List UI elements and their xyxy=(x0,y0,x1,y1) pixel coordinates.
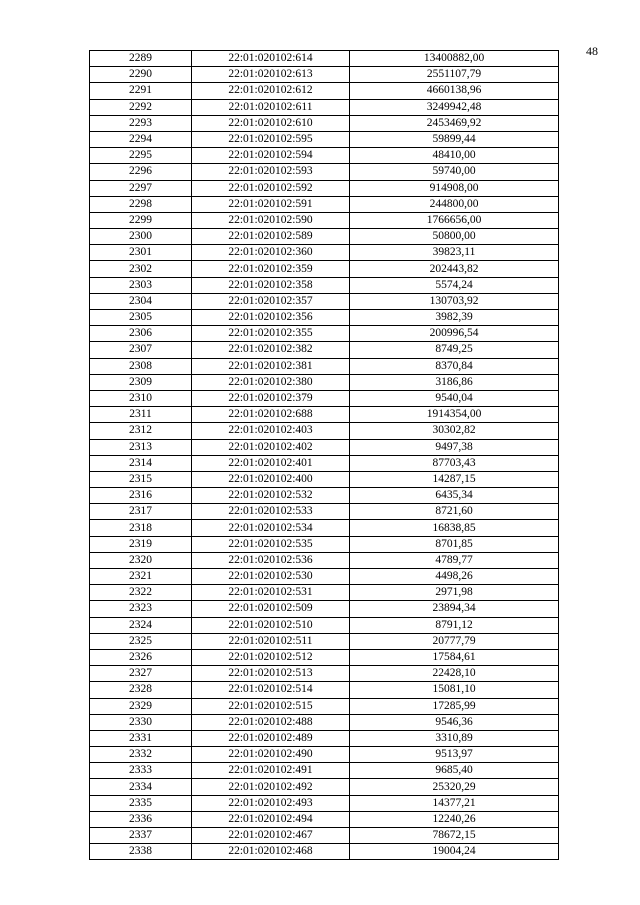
cadastral-value-cell: 244800,00 xyxy=(350,196,559,212)
table-row xyxy=(90,342,559,358)
table-row xyxy=(90,536,559,552)
row-number-cell: 2325 xyxy=(90,633,192,649)
table-row xyxy=(90,51,559,67)
row-number-cell: 2323 xyxy=(90,601,192,617)
row-number-cell: 2334 xyxy=(90,779,192,795)
row-number-cell: 2298 xyxy=(90,196,192,212)
page-number: 48 xyxy=(586,44,598,58)
cadastral-value-cell: 87703,43 xyxy=(350,455,559,471)
table-row xyxy=(90,180,559,196)
row-number-cell: 2322 xyxy=(90,585,192,601)
cadastral-number-cell: 22:01:020102:379 xyxy=(192,390,350,406)
cadastral-number-cell: 22:01:020102:513 xyxy=(192,666,350,682)
row-number-cell: 2318 xyxy=(90,520,192,536)
cadastral-number-cell: 22:01:020102:357 xyxy=(192,293,350,309)
table-row xyxy=(90,423,559,439)
table-row xyxy=(90,552,559,568)
cadastral-value-cell: 2551107,79 xyxy=(350,67,559,83)
table-row xyxy=(90,229,559,245)
cadastral-value-cell: 9513,97 xyxy=(350,747,559,763)
cadastral-value-cell: 9497,38 xyxy=(350,439,559,455)
table-row xyxy=(90,164,559,180)
cadastral-value-cell: 50800,00 xyxy=(350,229,559,245)
table-row xyxy=(90,374,559,390)
table-row xyxy=(90,261,559,277)
cadastral-number-cell: 22:01:020102:380 xyxy=(192,374,350,390)
cadastral-value-cell: 3982,39 xyxy=(350,310,559,326)
cadastral-value-cell: 1766656,00 xyxy=(350,212,559,228)
cadastral-value-cell: 17584,61 xyxy=(350,649,559,665)
cadastral-number-cell: 22:01:020102:402 xyxy=(192,439,350,455)
cadastral-number-cell: 22:01:020102:514 xyxy=(192,682,350,698)
cadastral-number-cell: 22:01:020102:488 xyxy=(192,714,350,730)
row-number-cell: 2309 xyxy=(90,374,192,390)
table-row xyxy=(90,504,559,520)
cadastral-value-cell: 14377,21 xyxy=(350,795,559,811)
cadastral-value-cell: 13400882,00 xyxy=(350,51,559,67)
cadastral-value-cell: 8721,60 xyxy=(350,504,559,520)
row-number-cell: 2313 xyxy=(90,439,192,455)
table-row xyxy=(90,682,559,698)
row-number-cell: 2289 xyxy=(90,51,192,67)
cadastral-value-cell: 15081,10 xyxy=(350,682,559,698)
cadastral-value-cell: 5574,24 xyxy=(350,277,559,293)
cadastral-number-cell: 22:01:020102:492 xyxy=(192,779,350,795)
cadastral-value-cell: 14287,15 xyxy=(350,471,559,487)
cadastral-number-cell: 22:01:020102:510 xyxy=(192,617,350,633)
table-row xyxy=(90,617,559,633)
cadastral-number-cell: 22:01:020102:360 xyxy=(192,245,350,261)
row-number-cell: 2333 xyxy=(90,763,192,779)
row-number-cell: 2312 xyxy=(90,423,192,439)
cadastral-number-cell: 22:01:020102:512 xyxy=(192,649,350,665)
cadastral-number-cell: 22:01:020102:535 xyxy=(192,536,350,552)
row-number-cell: 2336 xyxy=(90,811,192,827)
cadastral-number-cell: 22:01:020102:493 xyxy=(192,795,350,811)
table-row xyxy=(90,730,559,746)
cadastral-number-cell: 22:01:020102:401 xyxy=(192,455,350,471)
table-row xyxy=(90,633,559,649)
cadastral-number-cell: 22:01:020102:491 xyxy=(192,763,350,779)
cadastral-value-cell: 3249942,48 xyxy=(350,99,559,115)
cadastral-number-cell: 22:01:020102:612 xyxy=(192,83,350,99)
cadastral-number-cell: 22:01:020102:358 xyxy=(192,277,350,293)
row-number-cell: 2338 xyxy=(90,844,192,860)
table-row xyxy=(90,67,559,83)
table-row xyxy=(90,131,559,147)
row-number-cell: 2320 xyxy=(90,552,192,568)
table-row xyxy=(90,763,559,779)
cadastral-value-cell: 9540,04 xyxy=(350,390,559,406)
cadastral-value-cell: 130703,92 xyxy=(350,293,559,309)
cadastral-number-cell: 22:01:020102:536 xyxy=(192,552,350,568)
cadastral-number-cell: 22:01:020102:591 xyxy=(192,196,350,212)
cadastral-number-cell: 22:01:020102:515 xyxy=(192,698,350,714)
cadastral-value-cell: 914908,00 xyxy=(350,180,559,196)
cadastral-value-cell: 4660138,96 xyxy=(350,83,559,99)
row-number-cell: 2306 xyxy=(90,326,192,342)
cadastral-value-cell: 20777,79 xyxy=(350,633,559,649)
row-number-cell: 2291 xyxy=(90,83,192,99)
row-number-cell: 2293 xyxy=(90,115,192,131)
cadastral-value-cell: 59899,44 xyxy=(350,131,559,147)
row-number-cell: 2332 xyxy=(90,747,192,763)
cadastral-number-cell: 22:01:020102:467 xyxy=(192,828,350,844)
cadastral-value-cell: 6435,34 xyxy=(350,488,559,504)
cadastral-number-cell: 22:01:020102:613 xyxy=(192,67,350,83)
table-row xyxy=(90,471,559,487)
cadastral-value-cell: 9546,36 xyxy=(350,714,559,730)
cadastral-value-cell: 78672,15 xyxy=(350,828,559,844)
row-number-cell: 2314 xyxy=(90,455,192,471)
cadastral-number-cell: 22:01:020102:534 xyxy=(192,520,350,536)
row-number-cell: 2303 xyxy=(90,277,192,293)
table-row xyxy=(90,196,559,212)
cadastral-value-cell: 8791,12 xyxy=(350,617,559,633)
row-number-cell: 2305 xyxy=(90,310,192,326)
row-number-cell: 2290 xyxy=(90,67,192,83)
cadastral-value-cell: 12240,26 xyxy=(350,811,559,827)
row-number-cell: 2295 xyxy=(90,148,192,164)
cadastral-value-cell: 19004,24 xyxy=(350,844,559,860)
cadastral-value-cell: 39823,11 xyxy=(350,245,559,261)
table-row xyxy=(90,779,559,795)
row-number-cell: 2324 xyxy=(90,617,192,633)
table-row xyxy=(90,245,559,261)
table-row xyxy=(90,844,559,860)
cadastral-value-cell: 2971,98 xyxy=(350,585,559,601)
cadastral-number-cell: 22:01:020102:614 xyxy=(192,51,350,67)
table-row xyxy=(90,585,559,601)
cadastral-number-cell: 22:01:020102:511 xyxy=(192,633,350,649)
table-row xyxy=(90,358,559,374)
table-row xyxy=(90,666,559,682)
cadastral-value-cell: 17285,99 xyxy=(350,698,559,714)
table-row xyxy=(90,99,559,115)
row-number-cell: 2302 xyxy=(90,261,192,277)
table-row xyxy=(90,747,559,763)
cadastral-number-cell: 22:01:020102:509 xyxy=(192,601,350,617)
cadastral-number-cell: 22:01:020102:611 xyxy=(192,99,350,115)
cadastral-number-cell: 22:01:020102:531 xyxy=(192,585,350,601)
row-number-cell: 2310 xyxy=(90,390,192,406)
row-number-cell: 2308 xyxy=(90,358,192,374)
cadastral-number-cell: 22:01:020102:530 xyxy=(192,569,350,585)
table-row xyxy=(90,455,559,471)
cadastral-number-cell: 22:01:020102:589 xyxy=(192,229,350,245)
table-row xyxy=(90,326,559,342)
table-row xyxy=(90,795,559,811)
row-number-cell: 2315 xyxy=(90,471,192,487)
row-number-cell: 2307 xyxy=(90,342,192,358)
cadastral-value-cell: 59740,00 xyxy=(350,164,559,180)
row-number-cell: 2335 xyxy=(90,795,192,811)
table-row xyxy=(90,649,559,665)
table-row xyxy=(90,115,559,131)
cadastral-value-cell: 1914354,00 xyxy=(350,407,559,423)
table-row xyxy=(90,83,559,99)
cadastral-number-cell: 22:01:020102:400 xyxy=(192,471,350,487)
table-row xyxy=(90,520,559,536)
cadastral-number-cell: 22:01:020102:688 xyxy=(192,407,350,423)
row-number-cell: 2327 xyxy=(90,666,192,682)
table-row xyxy=(90,601,559,617)
cadastral-value-cell: 30302,82 xyxy=(350,423,559,439)
row-number-cell: 2301 xyxy=(90,245,192,261)
row-number-cell: 2294 xyxy=(90,131,192,147)
row-number-cell: 2311 xyxy=(90,407,192,423)
row-number-cell: 2304 xyxy=(90,293,192,309)
table-row xyxy=(90,714,559,730)
cadastral-number-cell: 22:01:020102:533 xyxy=(192,504,350,520)
cadastral-number-cell: 22:01:020102:381 xyxy=(192,358,350,374)
cadastral-number-cell: 22:01:020102:382 xyxy=(192,342,350,358)
cadastral-value-cell: 200996,54 xyxy=(350,326,559,342)
cadastral-value-cell: 23894,34 xyxy=(350,601,559,617)
cadastral-value-cell: 3310,89 xyxy=(350,730,559,746)
cadastral-number-cell: 22:01:020102:489 xyxy=(192,730,350,746)
table-row xyxy=(90,212,559,228)
row-number-cell: 2326 xyxy=(90,649,192,665)
cadastral-value-cell: 9685,40 xyxy=(350,763,559,779)
table-row xyxy=(90,698,559,714)
row-number-cell: 2328 xyxy=(90,682,192,698)
cadastral-number-cell: 22:01:020102:403 xyxy=(192,423,350,439)
row-number-cell: 2296 xyxy=(90,164,192,180)
row-number-cell: 2292 xyxy=(90,99,192,115)
cadastral-value-cell: 4498,26 xyxy=(350,569,559,585)
row-number-cell: 2297 xyxy=(90,180,192,196)
cadastral-number-cell: 22:01:020102:594 xyxy=(192,148,350,164)
row-number-cell: 2319 xyxy=(90,536,192,552)
row-number-cell: 2316 xyxy=(90,488,192,504)
cadastral-number-cell: 22:01:020102:490 xyxy=(192,747,350,763)
row-number-cell: 2331 xyxy=(90,730,192,746)
cadastral-number-cell: 22:01:020102:595 xyxy=(192,131,350,147)
table-row xyxy=(90,390,559,406)
table-row xyxy=(90,569,559,585)
cadastral-number-cell: 22:01:020102:592 xyxy=(192,180,350,196)
row-number-cell: 2330 xyxy=(90,714,192,730)
cadastral-number-cell: 22:01:020102:494 xyxy=(192,811,350,827)
table-row xyxy=(90,293,559,309)
row-number-cell: 2337 xyxy=(90,828,192,844)
cadastral-value-table xyxy=(89,50,559,860)
table-row xyxy=(90,310,559,326)
cadastral-value-cell: 48410,00 xyxy=(350,148,559,164)
cadastral-number-cell: 22:01:020102:590 xyxy=(192,212,350,228)
table-body xyxy=(90,51,559,860)
cadastral-value-cell: 3186,86 xyxy=(350,374,559,390)
table-row xyxy=(90,277,559,293)
cadastral-number-cell: 22:01:020102:356 xyxy=(192,310,350,326)
table-row xyxy=(90,439,559,455)
cadastral-number-cell: 22:01:020102:359 xyxy=(192,261,350,277)
table-row xyxy=(90,811,559,827)
cadastral-value-cell: 22428,10 xyxy=(350,666,559,682)
cadastral-value-cell: 25320,29 xyxy=(350,779,559,795)
row-number-cell: 2317 xyxy=(90,504,192,520)
row-number-cell: 2321 xyxy=(90,569,192,585)
cadastral-value-cell: 8701,85 xyxy=(350,536,559,552)
cadastral-value-cell: 8749,25 xyxy=(350,342,559,358)
cadastral-number-cell: 22:01:020102:468 xyxy=(192,844,350,860)
row-number-cell: 2329 xyxy=(90,698,192,714)
cadastral-value-cell: 4789,77 xyxy=(350,552,559,568)
table-row xyxy=(90,488,559,504)
cadastral-value-cell: 202443,82 xyxy=(350,261,559,277)
row-number-cell: 2300 xyxy=(90,229,192,245)
cadastral-value-cell: 16838,85 xyxy=(350,520,559,536)
table-row xyxy=(90,148,559,164)
row-number-cell: 2299 xyxy=(90,212,192,228)
table-row xyxy=(90,407,559,423)
cadastral-value-cell: 2453469,92 xyxy=(350,115,559,131)
cadastral-number-cell: 22:01:020102:532 xyxy=(192,488,350,504)
cadastral-number-cell: 22:01:020102:610 xyxy=(192,115,350,131)
table-row xyxy=(90,828,559,844)
cadastral-value-cell: 8370,84 xyxy=(350,358,559,374)
cadastral-number-cell: 22:01:020102:355 xyxy=(192,326,350,342)
cadastral-number-cell: 22:01:020102:593 xyxy=(192,164,350,180)
